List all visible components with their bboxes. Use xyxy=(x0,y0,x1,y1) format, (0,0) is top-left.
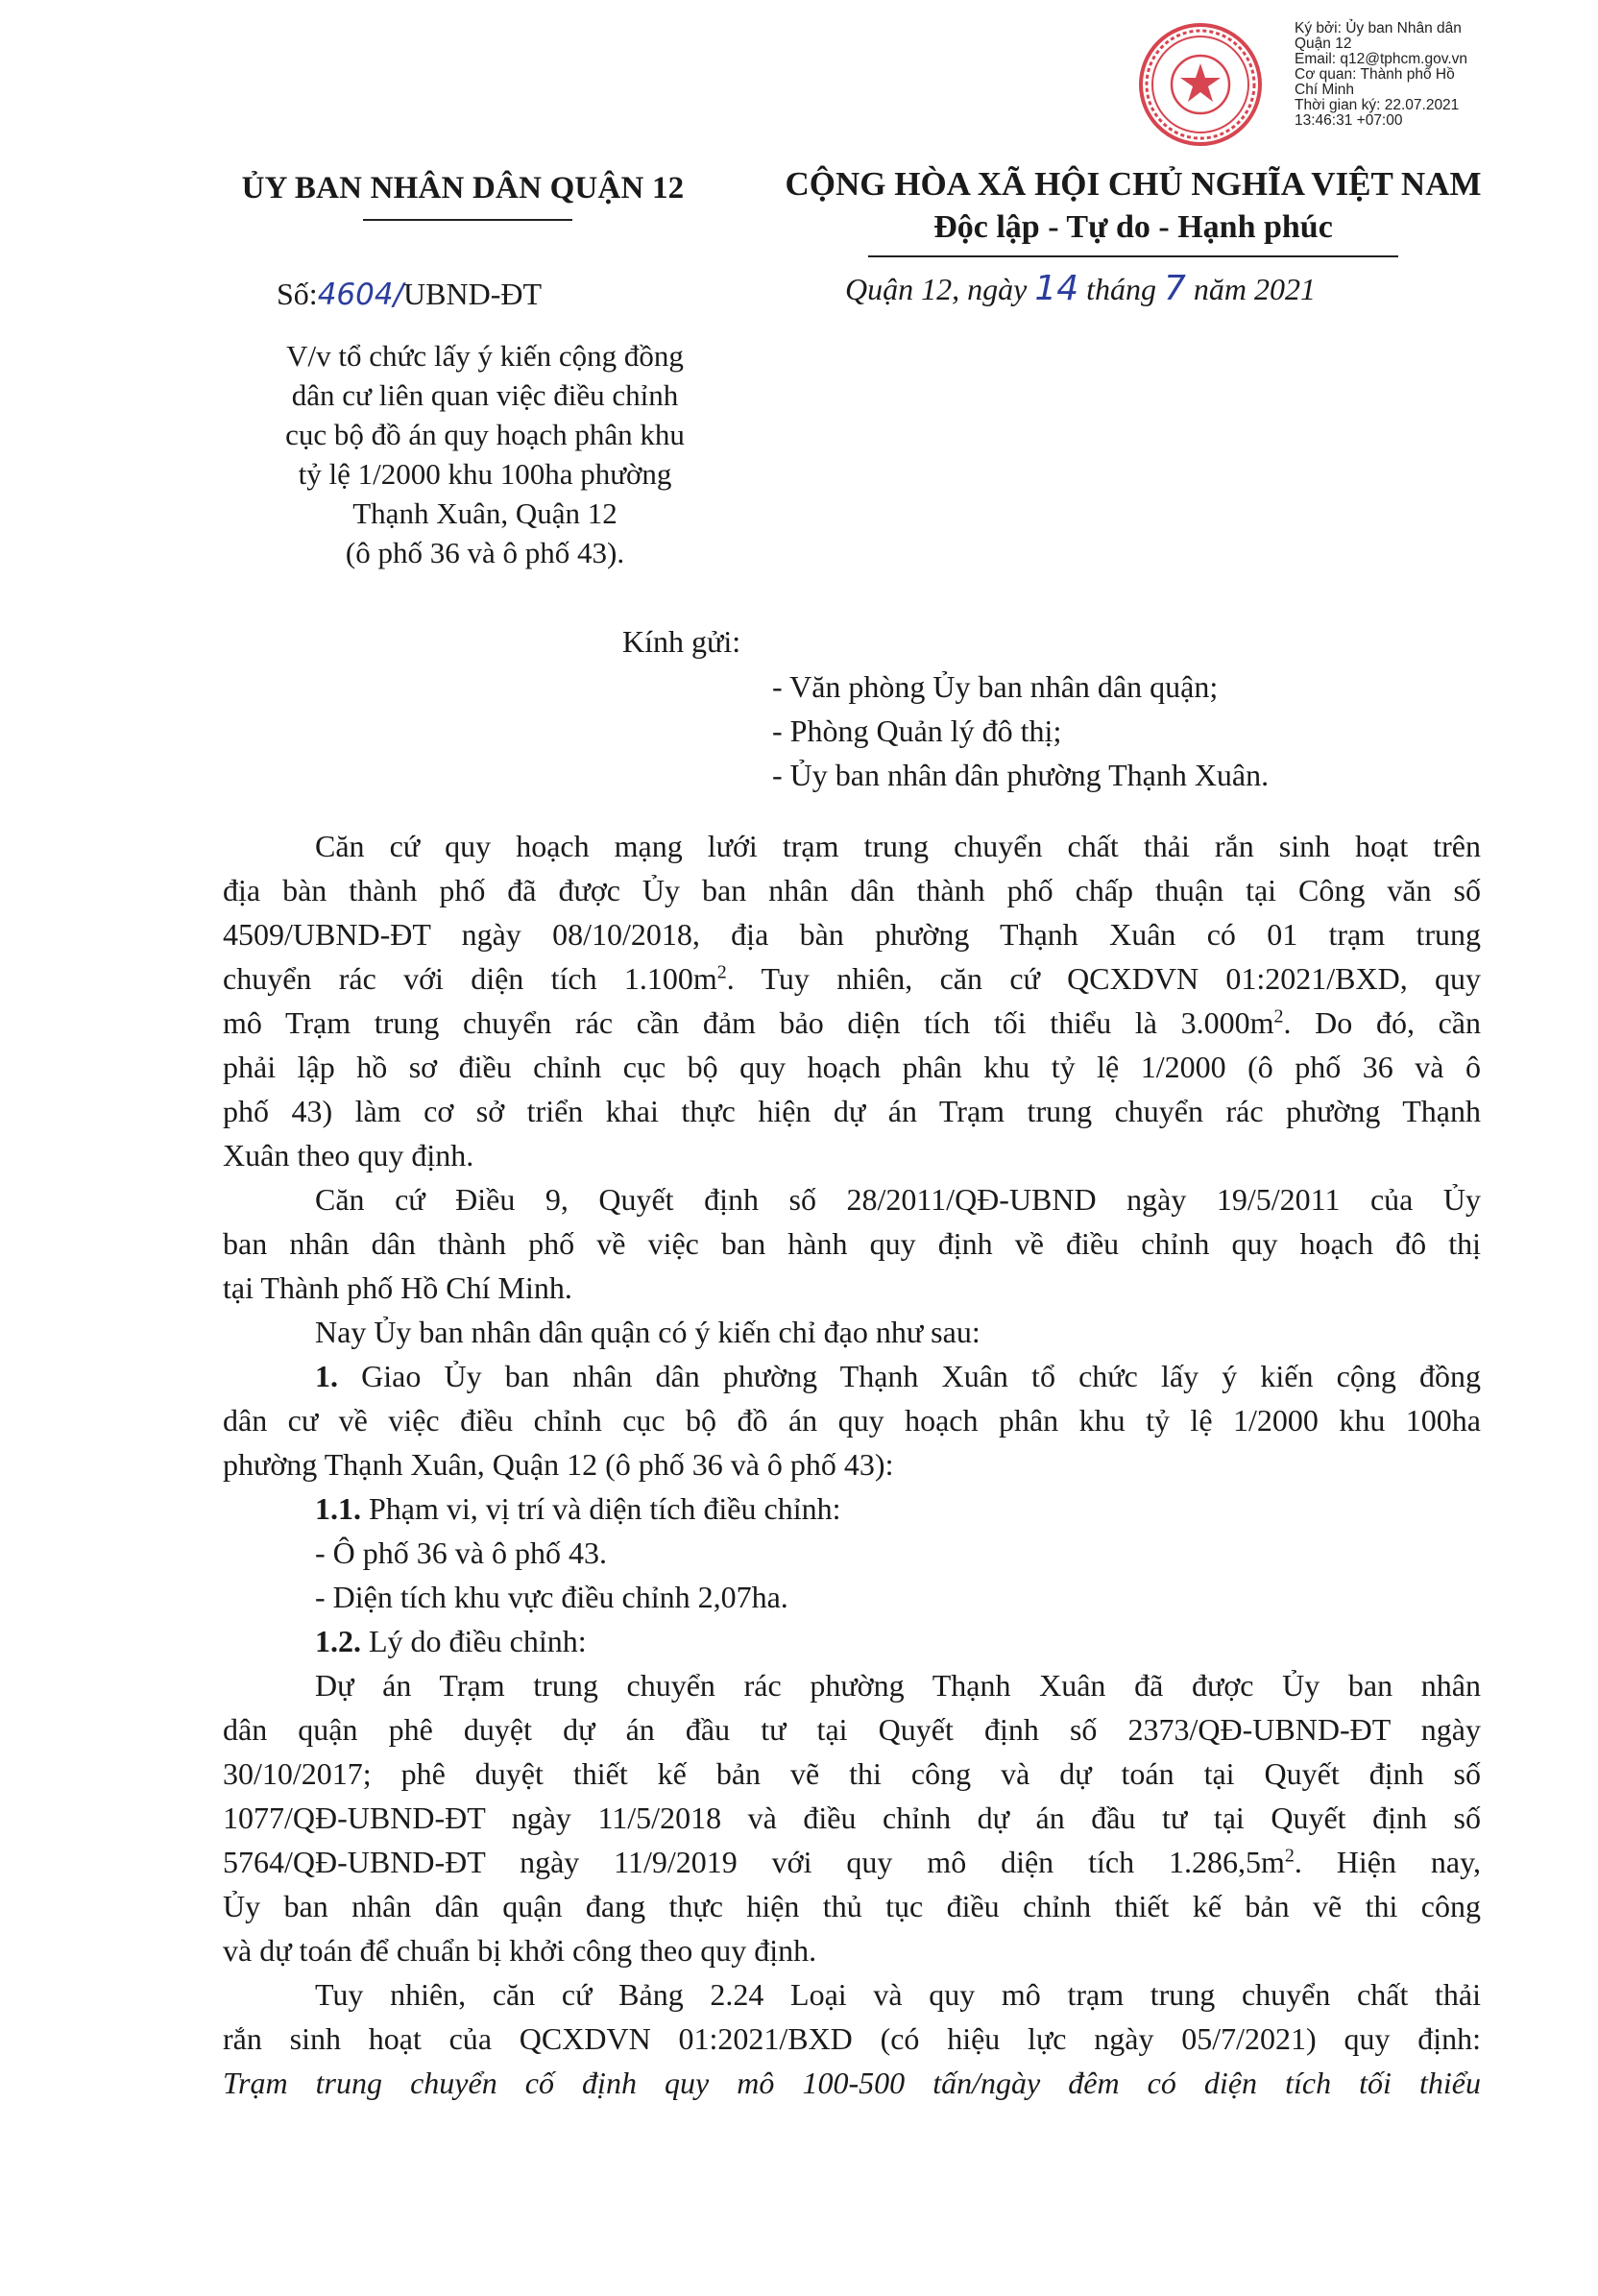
date-text: Quận 12, ngày xyxy=(845,272,1035,306)
body-line xyxy=(223,1486,1481,1531)
body-line: và dự toán để chuẩn bị khởi công theo quy định. xyxy=(223,1933,817,1968)
body-line: - Ô phố 36 và ô phố 43. xyxy=(315,1535,607,1570)
body-line: địa bàn thành phố đã được Ủy ban nhân dân thành phố chấp thuận tại Công văn số xyxy=(223,873,1481,907)
body-line: dân quận phê duyệt dự án đầu tư tại Quyết định số 2373/QĐ-UBND-ĐT ngày xyxy=(223,1712,1481,1747)
recipient-item: - Ủy ban nhân dân phường Thạnh Xuân. xyxy=(772,758,1270,792)
doc-no-suffix: UBND-ĐT xyxy=(403,277,543,311)
subject-line: cục bộ đồ án quy hoạch phân khu xyxy=(285,418,685,451)
body-line: Căn cứ quy hoạch mạng lưới trạm trung chuyển chất thải rắn sinh hoạt trên xyxy=(315,829,1481,863)
body-line xyxy=(223,1354,1481,1398)
body-line: - Diện tích khu vực điều chỉnh 2,07ha. xyxy=(315,1580,788,1614)
subject-line: dân cư liên quan việc điều chỉnh xyxy=(291,378,679,412)
subject-line: V/v tổ chức lấy ý kiến cộng đồng xyxy=(286,339,684,373)
document-date xyxy=(845,269,1316,308)
body-line xyxy=(223,1619,1481,1663)
signature-line: Chí Minh xyxy=(1295,82,1355,98)
body-text: Lý do điều chỉnh: xyxy=(361,1624,587,1658)
body-line: Dự án Trạm trung chuyển rác phường Thạnh Xuân đã được Ủy ban nhân xyxy=(315,1668,1481,1703)
document-body xyxy=(223,824,1481,2105)
date-text: tháng xyxy=(1078,272,1165,306)
body-line: phường Thạnh Xuân, Quận 12 (ô phố 36 và ô phố 43): xyxy=(223,1447,894,1482)
body-line xyxy=(223,956,1481,1001)
date-text: năm 2021 xyxy=(1185,272,1317,306)
body-line: tại Thành phố Hồ Chí Minh. xyxy=(223,1270,572,1305)
body-text: 5764/QĐ-UBND-ĐT ngày 11/9/2019 với quy mô diện tích 1.286,5m xyxy=(223,1845,1285,1879)
digital-signature-info xyxy=(1295,21,1583,129)
document-subject xyxy=(259,336,711,572)
org-underline xyxy=(363,219,572,221)
national-motto: Độc lập - Tự do - Hạnh phúc xyxy=(933,209,1333,245)
body-text: Giao Ủy ban nhân dân phường Thạnh Xuân tổ chức lấy ý kiến cộng đồng xyxy=(338,1359,1481,1393)
red-seal-stamp xyxy=(1133,17,1268,152)
body-line: Xuân theo quy định. xyxy=(223,1138,474,1172)
body-text: . Hiện nay, xyxy=(1294,1845,1482,1879)
body-line: dân cư về việc điều chỉnh cục bộ đồ án quy hoạch phân khu tỷ lệ 1/2000 khu 100ha xyxy=(223,1403,1481,1438)
body-line xyxy=(223,1840,1481,1884)
body-line: phố 43) làm cơ sở triển khai thực hiện dự án Trạm trung chuyển rác phường Thạnh xyxy=(223,1094,1481,1128)
subject-line: tỷ lệ 1/2000 khu 100ha phường xyxy=(298,457,672,491)
body-line: 4509/UBND-ĐT ngày 08/10/2018, địa bàn phường Thạnh Xuân có 01 trạm trung xyxy=(223,917,1481,952)
signature-line: Ký bởi: Ủy ban Nhân dân xyxy=(1295,20,1462,36)
document-number xyxy=(277,277,542,312)
date-day-handwritten: 14 xyxy=(1034,269,1079,308)
body-line: phải lập hồ sơ điều chỉnh cục bộ quy hoạch phân khu tỷ lệ 1/2000 (ô phố 36 và ô xyxy=(223,1050,1481,1084)
item-number: 1.2. xyxy=(315,1624,361,1658)
body-text: chuyển rác với diện tích 1.100m xyxy=(223,961,717,996)
body-text: mô Trạm trung chuyển rác cần đảm bảo diện tích tối thiểu là 3.000m xyxy=(223,1005,1274,1040)
subject-line: Thạnh Xuân, Quận 12 xyxy=(352,496,617,530)
body-text: . Tuy nhiên, căn cứ QCXDVN 01:2021/BXD, quy xyxy=(726,961,1482,996)
body-line: Nay Ủy ban nhân dân quận có ý kiến chỉ đạo như sau: xyxy=(315,1315,981,1349)
recipient-list xyxy=(772,665,1269,797)
doc-no-prefix: Số: xyxy=(277,277,318,311)
body-line: Ủy ban nhân dân quận đang thực hiện thủ tục điều chỉnh thiết kế bản vẽ thi công xyxy=(223,1889,1481,1923)
issuing-organization: ỦY BAN NHÂN DÂN QUẬN 12 xyxy=(241,171,685,205)
body-line: 30/10/2017; phê duyệt thiết kế bản vẽ thi công và dự toán tại Quyết định số xyxy=(223,1756,1481,1791)
body-text: Phạm vi, vị trí và diện tích điều chỉnh: xyxy=(361,1491,841,1526)
date-month-handwritten: 7 xyxy=(1164,269,1186,308)
signature-line: 13:46:31 +07:00 xyxy=(1295,112,1403,129)
greeting: Kính gửi: xyxy=(622,624,741,659)
doc-no-handwritten: 4604/ xyxy=(317,278,404,312)
body-line: Căn cứ Điều 9, Quyết định số 28/2011/QĐ-UBND ngày 19/5/2011 của Ủy xyxy=(315,1182,1481,1217)
body-line xyxy=(223,1001,1481,1045)
subject-line: (ô phố 36 và ô phố 43). xyxy=(345,536,625,569)
body-line: rắn sinh hoạt của QCXDVN 01:2021/BXD (có hiệu lực ngày 05/7/2021) quy định: xyxy=(223,2021,1481,2056)
recipient-item: - Văn phòng Ủy ban nhân dân quận; xyxy=(772,669,1219,704)
superscript: 2 xyxy=(1284,1845,1295,1867)
body-line: Tuy nhiên, căn cứ Bảng 2.24 Loại và quy mô trạm trung chuyển chất thải xyxy=(315,1977,1481,2012)
signature-line: Quận 12 xyxy=(1295,36,1352,52)
signature-line: Cơ quan: Thành phố Hồ xyxy=(1295,66,1455,83)
item-number: 1.1. xyxy=(315,1491,361,1526)
body-line: Trạm trung chuyển cố định quy mô 100-500 tấn/ngày đêm có diện tích tối thiểu xyxy=(223,2066,1481,2100)
item-number: 1. xyxy=(315,1359,338,1393)
superscript: 2 xyxy=(716,961,727,983)
signature-line: Thời gian ký: 22.07.2021 xyxy=(1295,97,1460,113)
recipient-item: - Phòng Quản lý đô thị; xyxy=(772,713,1062,748)
superscript: 2 xyxy=(1273,1005,1284,1027)
body-line: ban nhân dân thành phố về việc ban hành quy định về điều chỉnh quy hoạch đô thị xyxy=(223,1226,1481,1261)
signature-line: Email: q12@tphcm.gov.vn xyxy=(1295,51,1467,67)
body-line: 1077/QĐ-UBND-ĐT ngày 11/5/2018 và điều chỉnh dự án đầu tư tại Quyết định số xyxy=(223,1801,1481,1835)
national-title: CỘNG HÒA XÃ HỘI CHỦ NGHĨA VIỆT NAM xyxy=(785,165,1482,203)
body-text: . Do đó, cần xyxy=(1283,1005,1482,1040)
motto-underline xyxy=(868,255,1398,257)
